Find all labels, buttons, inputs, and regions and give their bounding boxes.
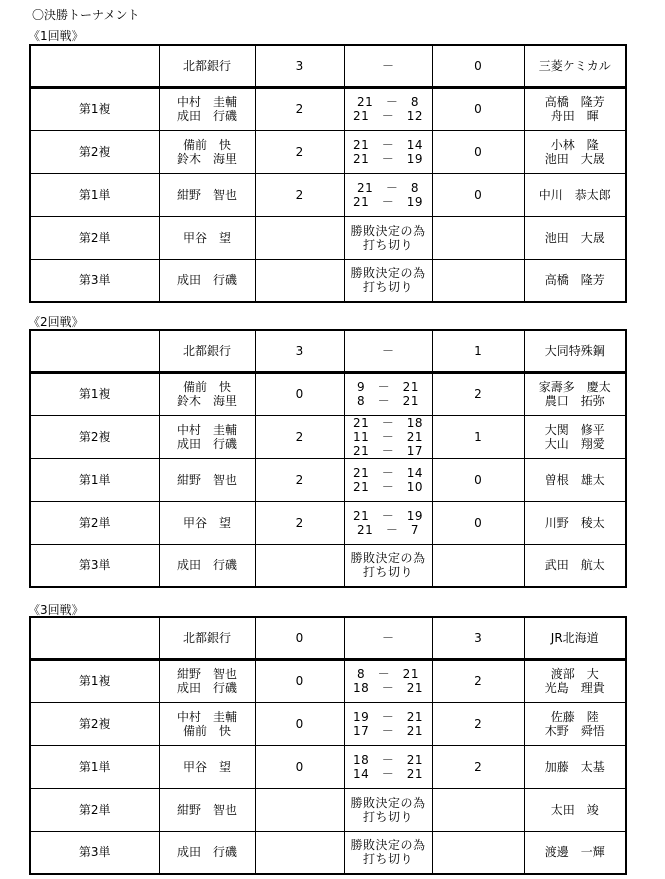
team-b-players — [524, 173, 626, 216]
match-row — [30, 259, 626, 302]
game-scores-line: 打ち切り — [362, 852, 413, 867]
team-a-players — [159, 659, 255, 702]
team-b-games-won-line: 2 — [474, 387, 482, 401]
game-scores-line: 19 － 21 — [352, 709, 424, 724]
team-a-name: 北都銀行 — [159, 617, 255, 659]
game-scores-line: 勝敗決定の為 — [350, 223, 426, 238]
game-scores — [344, 788, 432, 831]
team-b-players-line: 光島 理貴 — [544, 681, 605, 695]
team-b-games-won-line: 2 — [474, 716, 482, 731]
game-scores-line: 21 － 8 — [357, 180, 419, 195]
game-scores — [344, 216, 432, 259]
team-header-row — [30, 330, 626, 372]
team-a-players — [159, 173, 255, 216]
team-b-games-won-line: 2 — [474, 674, 482, 688]
team-header-row — [30, 617, 626, 659]
team-a-games-won — [255, 831, 344, 874]
team-b-games-won-line: 2 — [474, 759, 482, 774]
team-b-players — [524, 415, 626, 458]
team-a-games-won — [255, 544, 344, 587]
team-b-players — [524, 87, 626, 130]
game-scores — [344, 659, 432, 702]
team-b-name: 三菱ケミカル — [524, 45, 626, 87]
match-type — [30, 702, 159, 745]
match-row — [30, 87, 626, 130]
match-type-line: 第1複 — [78, 674, 111, 688]
game-scores-line: 9 － 21 — [357, 380, 419, 394]
team-b-score: 3 — [432, 617, 524, 659]
game-scores-line: 勝敗決定の為 — [350, 795, 426, 810]
team-a-players-line: 成田 行磯 — [176, 558, 237, 573]
team-a-players-line: 紺野 智也 — [176, 472, 237, 487]
round-label: 《1回戦》 — [28, 29, 84, 43]
team-a-games-won — [255, 702, 344, 745]
team-b-players-line: 池田 大晟 — [544, 230, 605, 245]
match-type — [30, 372, 159, 415]
team-a-players-line: 甲谷 望 — [182, 759, 231, 774]
team-b-players-line: 中川 恭太郎 — [538, 187, 611, 202]
game-scores-line: 勝敗決定の為 — [350, 838, 426, 853]
team-a-players — [159, 831, 255, 874]
team-b-players — [524, 745, 626, 788]
match-type — [30, 544, 159, 587]
game-scores-line: 18 － 21 — [352, 681, 424, 695]
match-type — [30, 216, 159, 259]
match-row — [30, 831, 626, 874]
team-a-players — [159, 745, 255, 788]
team-a-players-line: 備前 快 — [182, 723, 231, 738]
team-a-players-line: 鈴木 海里 — [176, 394, 237, 408]
team-b-games-won-line: 1 — [474, 429, 482, 444]
team-a-games-won-line: 0 — [295, 759, 304, 774]
team-b-players-line: 太田 竣 — [550, 802, 599, 817]
match-row — [30, 130, 626, 173]
team-b-players-line: 武田 航太 — [544, 558, 605, 573]
team-a-players-line: 成田 行磯 — [176, 845, 237, 860]
team-a-games-won-line: 2 — [295, 102, 304, 116]
team-a-games-won-line: 2 — [295, 429, 304, 444]
match-type-line: 第2単 — [78, 230, 111, 245]
team-a-players — [159, 259, 255, 302]
team-b-players-line: 家壽多 慶太 — [538, 380, 611, 394]
team-a-players-line: 甲谷 望 — [182, 515, 231, 530]
team-b-players-line: 小林 隆 — [550, 137, 599, 152]
team-b-players — [524, 372, 626, 415]
match-row — [30, 216, 626, 259]
team-b-players — [524, 259, 626, 302]
team-a-score: 3 — [255, 45, 344, 87]
match-type — [30, 831, 159, 874]
match-row — [30, 702, 626, 745]
team-b-players-line: 曽根 雄太 — [544, 472, 605, 487]
match-type-line: 第2単 — [78, 515, 111, 530]
team-a-players-line: 甲谷 望 — [182, 230, 231, 245]
team-b-score: 0 — [432, 45, 524, 87]
match-type-line: 第1複 — [78, 102, 111, 116]
team-b-games-won — [432, 130, 524, 173]
game-scores-line: 21 － 19 — [352, 508, 424, 523]
team-b-players — [524, 788, 626, 831]
game-scores-line: 17 － 21 — [352, 723, 424, 738]
team-b-games-won-line: 0 — [474, 144, 482, 159]
team-b-games-won — [432, 87, 524, 130]
team-b-players-line: 木野 舜悟 — [544, 723, 605, 738]
team-a-games-won-line: 2 — [295, 472, 304, 487]
team-b-players-line: 佐藤 陸 — [550, 709, 599, 724]
round-label: 《2回戦》 — [28, 315, 84, 329]
team-b-games-won-line: 0 — [474, 187, 482, 202]
team-b-players-line: 池田 大晟 — [544, 151, 605, 166]
round-table — [29, 616, 627, 875]
team-b-players-line: 高橋 隆芳 — [544, 273, 605, 288]
game-scores-line: 21 － 8 — [357, 95, 419, 109]
match-row — [30, 788, 626, 831]
match-row — [30, 372, 626, 415]
team-b-games-won — [432, 501, 524, 544]
team-a-score: 0 — [255, 617, 344, 659]
team-a-games-won — [255, 216, 344, 259]
round-label: 《3回戦》 — [28, 603, 84, 617]
team-a-players — [159, 544, 255, 587]
match-type — [30, 87, 159, 130]
team-a-score: 3 — [255, 330, 344, 372]
match-type-line: 第1複 — [78, 387, 111, 401]
team-b-players-line: 高橋 隆芳 — [544, 95, 605, 109]
game-scores-line: 勝敗決定の為 — [350, 266, 426, 281]
game-scores-line: 打ち切り — [362, 809, 413, 824]
game-scores — [344, 173, 432, 216]
team-a-games-won-line: 2 — [295, 515, 304, 530]
match-type-line: 第3単 — [78, 273, 111, 288]
team-a-players-line: 成田 行磯 — [176, 436, 237, 451]
round-table — [29, 329, 627, 588]
team-b-players — [524, 501, 626, 544]
page-title: 〇決勝トーナメント — [32, 8, 140, 22]
game-scores-line: 18 － 21 — [352, 752, 424, 767]
team-b-score: 1 — [432, 330, 524, 372]
team-b-games-won — [432, 372, 524, 415]
game-scores — [344, 501, 432, 544]
team-a-games-won-line: 0 — [295, 716, 304, 731]
team-a-players-line: 成田 行磯 — [176, 681, 237, 695]
team-a-players-line: 紺野 智也 — [176, 187, 237, 202]
match-row — [30, 458, 626, 501]
team-a-games-won — [255, 659, 344, 702]
match-type-line: 第1単 — [78, 187, 111, 202]
game-scores-line: 8 － 21 — [357, 394, 419, 408]
team-a-games-won — [255, 130, 344, 173]
team-b-players — [524, 659, 626, 702]
score-dash: － — [344, 45, 432, 87]
match-type — [30, 173, 159, 216]
game-scores — [344, 415, 432, 458]
match-row — [30, 745, 626, 788]
match-type-line: 第2複 — [78, 144, 111, 159]
team-a-players-line: 中村 圭輔 — [176, 709, 237, 724]
team-a-players — [159, 415, 255, 458]
match-type-line: 第2複 — [78, 716, 111, 731]
game-scores-line: 21 － 19 — [352, 194, 424, 209]
match-type — [30, 501, 159, 544]
team-a-players — [159, 87, 255, 130]
team-b-games-won-line: 0 — [474, 472, 482, 487]
game-scores-line: 打ち切り — [362, 237, 413, 252]
game-scores — [344, 458, 432, 501]
game-scores — [344, 831, 432, 874]
match-type — [30, 259, 159, 302]
game-scores-line: 21 － 17 — [352, 443, 424, 458]
game-scores-line: 14 － 21 — [352, 766, 424, 781]
team-b-players-line: 渡部 大 — [550, 667, 599, 681]
team-b-name: JR北海道 — [524, 617, 626, 659]
team-b-players — [524, 216, 626, 259]
game-scores — [344, 544, 432, 587]
team-a-name: 北都銀行 — [159, 330, 255, 372]
team-b-games-won — [432, 173, 524, 216]
match-row — [30, 544, 626, 587]
match-type — [30, 788, 159, 831]
team-a-games-won — [255, 788, 344, 831]
game-scores-line: 打ち切り — [362, 565, 413, 580]
team-a-games-won-line: 2 — [295, 187, 304, 202]
team-a-players-line: 紺野 智也 — [176, 667, 237, 681]
team-b-players-line: 加藤 太基 — [544, 759, 605, 774]
team-a-players-line: 中村 圭輔 — [176, 95, 237, 109]
team-a-players — [159, 216, 255, 259]
team-a-games-won-line: 0 — [295, 387, 304, 401]
game-scores-line: 21 － 18 — [352, 415, 424, 430]
game-scores-line: 21 － 19 — [352, 151, 424, 166]
game-scores — [344, 259, 432, 302]
team-b-players — [524, 544, 626, 587]
team-b-games-won — [432, 745, 524, 788]
team-b-games-won — [432, 659, 524, 702]
match-type-line: 第3単 — [78, 845, 111, 860]
game-scores — [344, 372, 432, 415]
team-a-games-won-line: 0 — [295, 674, 304, 688]
empty-cell — [30, 330, 159, 372]
round-table — [29, 44, 627, 303]
game-scores-line: 8 － 21 — [357, 667, 419, 681]
team-a-players-line: 紺野 智也 — [176, 802, 237, 817]
team-b-players — [524, 130, 626, 173]
team-b-games-won-line: 0 — [474, 515, 482, 530]
team-b-players — [524, 702, 626, 745]
team-b-players — [524, 458, 626, 501]
team-b-players-line: 舟田 暉 — [550, 109, 599, 123]
match-type — [30, 745, 159, 788]
game-scores-line: 勝敗決定の為 — [350, 551, 426, 566]
team-a-players-line: 備前 快 — [182, 137, 231, 152]
game-scores-line: 21 － 12 — [352, 109, 424, 123]
game-scores — [344, 745, 432, 788]
team-a-games-won — [255, 415, 344, 458]
match-row — [30, 659, 626, 702]
team-a-players — [159, 702, 255, 745]
team-b-players-line: 川野 稜太 — [544, 515, 605, 530]
team-b-players — [524, 831, 626, 874]
score-dash: － — [344, 617, 432, 659]
team-a-games-won — [255, 458, 344, 501]
team-a-players — [159, 372, 255, 415]
game-scores-line: 21 － 14 — [352, 465, 424, 480]
team-a-games-won — [255, 173, 344, 216]
team-a-players-line: 成田 行磯 — [176, 273, 237, 288]
team-a-players-line: 備前 快 — [182, 380, 231, 394]
team-a-players-line: 鈴木 海里 — [176, 151, 237, 166]
match-type — [30, 415, 159, 458]
team-a-games-won — [255, 259, 344, 302]
team-b-games-won — [432, 788, 524, 831]
team-b-games-won — [432, 415, 524, 458]
team-a-players — [159, 130, 255, 173]
match-type — [30, 130, 159, 173]
team-a-games-won — [255, 372, 344, 415]
team-a-games-won — [255, 745, 344, 788]
team-a-players — [159, 501, 255, 544]
team-b-games-won — [432, 831, 524, 874]
team-a-players-line: 中村 圭輔 — [176, 422, 237, 437]
team-b-players-line: 渡邊 一輝 — [544, 845, 605, 860]
match-type-line: 第2単 — [78, 802, 111, 817]
team-a-players-line: 成田 行磯 — [176, 109, 237, 123]
game-scores-line: 21 － 10 — [352, 479, 424, 494]
team-b-players-line: 大山 翔愛 — [544, 436, 605, 451]
team-b-players-line: 大関 修平 — [544, 422, 605, 437]
team-b-games-won — [432, 259, 524, 302]
team-b-games-won — [432, 702, 524, 745]
team-a-players — [159, 788, 255, 831]
game-scores — [344, 130, 432, 173]
team-b-games-won — [432, 544, 524, 587]
game-scores-line: 打ち切り — [362, 280, 413, 295]
game-scores — [344, 702, 432, 745]
game-scores-line: 21 － 14 — [352, 137, 424, 152]
match-type-line: 第3単 — [78, 558, 111, 573]
game-scores — [344, 87, 432, 130]
match-type-line: 第1単 — [78, 472, 111, 487]
match-type-line: 第1単 — [78, 759, 111, 774]
team-a-games-won — [255, 87, 344, 130]
game-scores-line: 11 － 21 — [352, 429, 424, 444]
team-b-players-line: 農口 拓弥 — [544, 394, 605, 408]
team-header-row — [30, 45, 626, 87]
team-b-name: 大同特殊鋼 — [524, 330, 626, 372]
team-a-players — [159, 458, 255, 501]
match-row — [30, 173, 626, 216]
team-b-games-won — [432, 216, 524, 259]
team-a-games-won-line: 2 — [295, 144, 304, 159]
team-b-games-won — [432, 458, 524, 501]
empty-cell — [30, 45, 159, 87]
team-a-name: 北都銀行 — [159, 45, 255, 87]
match-type-line: 第2複 — [78, 429, 111, 444]
match-type — [30, 659, 159, 702]
team-a-games-won — [255, 501, 344, 544]
game-scores-line: 21 － 7 — [357, 522, 419, 537]
empty-cell — [30, 617, 159, 659]
match-row — [30, 415, 626, 458]
match-row — [30, 501, 626, 544]
team-b-games-won-line: 0 — [474, 102, 482, 116]
score-dash: － — [344, 330, 432, 372]
match-type — [30, 458, 159, 501]
